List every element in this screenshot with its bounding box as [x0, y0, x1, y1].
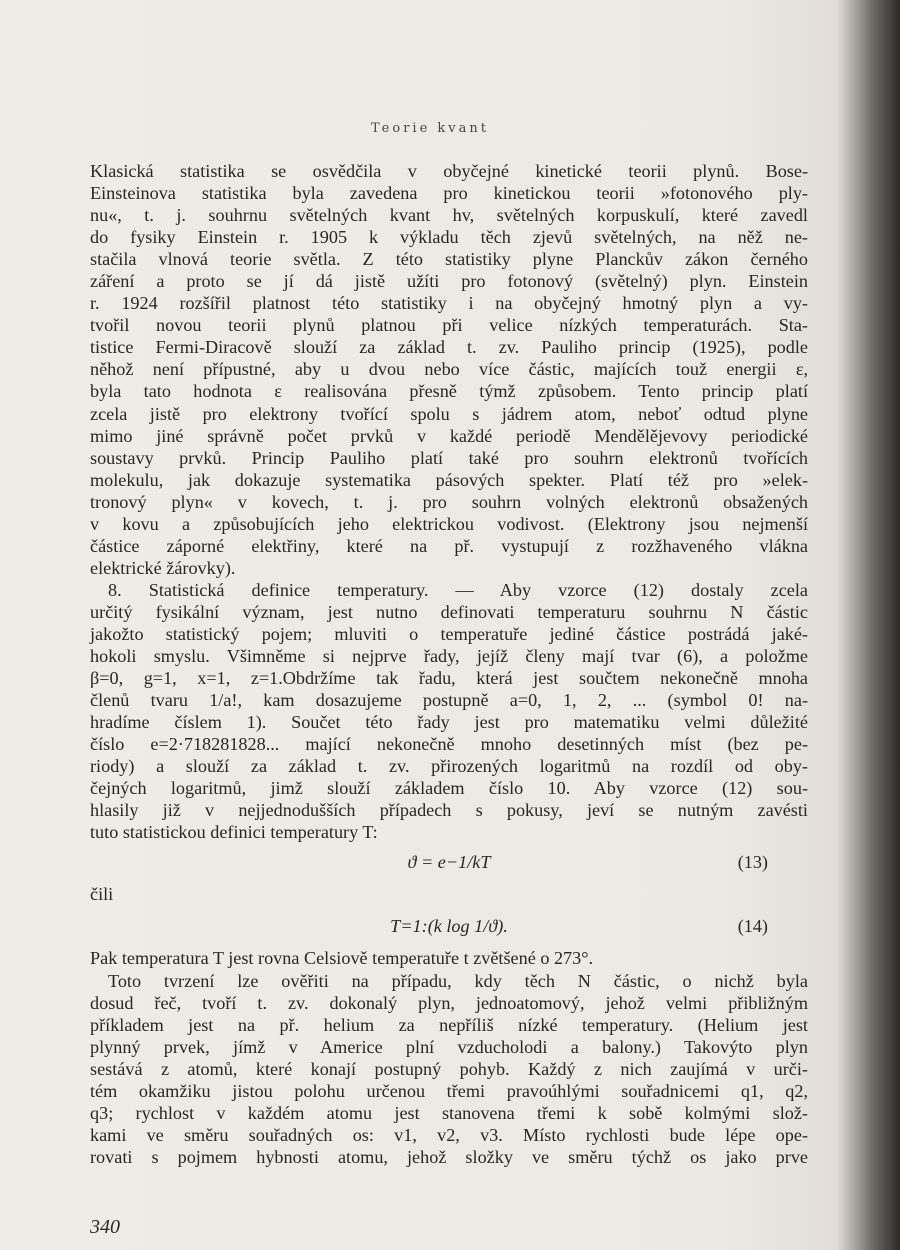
page-number: 340 — [90, 1216, 120, 1238]
text-line: zcela jistě pro elektrony tvořící spolu s jádrem atom, neboť odtud plyne — [90, 403, 808, 424]
text-line: molekulu, jak dokazuje systematika pásových spekter. Platí též pro »elek- — [90, 469, 808, 490]
body-text — [90, 160, 808, 1168]
text-line: kami ve směru souřadných os: v1, v2, v3. Místo rychlosti bude lépe ope- — [90, 1124, 808, 1145]
text-line: Klasická statistika se osvědčila v obyčejné kinetické teorii plynů. Bose- — [90, 161, 808, 181]
equation-13 — [90, 843, 808, 883]
text-line: q3; rychlost v každém atomu jest stanovena třemi k sobě kolmými slož- — [90, 1102, 808, 1123]
equation-13-number: (13) — [737, 852, 768, 873]
text-line: tronový plyn« v kovech, t. j. pro souhrn volných elektronů obsažených — [90, 491, 808, 512]
text-line: 8. Statistická definice temperatury. — Aby vzorce (12) dostaly zcela — [108, 579, 808, 600]
text-line: dosud řeč, tvoří t. zv. dokonalý plyn, jednoatomový, jehož velmi přibližným — [90, 992, 808, 1013]
text-line: soustavy prvků. Princip Pauliho platí také pro souhrn elektronů tvořících — [90, 447, 808, 468]
text-line: hokoli smyslu. Všimněme si nejprve řady, jejíž členy mají tvar (6), a položme — [90, 646, 808, 667]
text-line: tuto statistickou definici temperatury T: — [90, 822, 378, 843]
text-line: tistice Fermi-Diracově slouží za základ t. zv. Pauliho princip (1925), podle — [90, 337, 808, 358]
text-line: příkladem jest na př. helium za nepříliš nízké temperatury. (Helium jest — [90, 1014, 808, 1035]
text-line: plynný prvek, jímž v Americe plní vzducholodi a balony.) Takovýto plyn — [90, 1036, 808, 1057]
cili-word: čili — [90, 884, 114, 905]
equation-14-number: (14) — [737, 916, 768, 937]
text-line: mimo jiné správně počet prvků v každé periodě Mendělějevovy periodické — [90, 425, 808, 446]
text-line: sestává z atomů, které konají postupný pohyb. Každý z nich zaujímá v urči- — [90, 1058, 808, 1079]
text-line: hlasily již v nejjednodušších případech s pokusy, jeví se nutným zavésti — [90, 800, 808, 821]
text-line: rovati s pojmem hybnosti atomu, jehož složky ve směru týchž os jako prve — [90, 1146, 808, 1167]
text-line: něhož není přípustné, aby u dvou nebo více částic, majících touž energii ε, — [90, 359, 808, 380]
text-line: Toto tvrzení lze ověřiti na případu, kdy těch N částic, o nichž byla — [108, 970, 808, 991]
text-line: členů tvaru 1/a!, kam dosazujeme postupně a=0, 1, 2, ... (symbol 0! na- — [90, 690, 808, 711]
paragraph-block-a — [90, 160, 808, 843]
equation-14 — [90, 907, 808, 947]
text-line: jakožto statistický pojem; mluviti o temperatuře jediné částice postrádá jaké- — [90, 623, 808, 644]
equation-13-formula: ϑ = e−1/kT — [407, 852, 491, 873]
text-line: r. 1924 rozšířil platnost této statistiky i na obyčejný hmotný plyn a vy- — [90, 293, 808, 314]
text-line: tém okamžiku jistou polohu určenou třemi pravoúhlými souřadnicemi q1, q2, — [90, 1080, 808, 1101]
text-line: v kovu a způsobujících jeho elektrickou vodivost. (Elektrony jsou nejmenší — [90, 513, 808, 534]
text-line: tvořil novou teorii plynů platnou při velice nízkých temperaturách. Sta- — [90, 315, 808, 336]
text-line: čejných logaritmů, jimž slouží základem číslo 10. Aby vzorce (12) sou- — [90, 778, 808, 799]
paragraph-block-b — [90, 947, 808, 1167]
text-line: hradíme číslem 1). Součet této řady jest pro matematiku velmi důležité — [90, 712, 808, 733]
text-line: byla tato hodnota ε realisována přesně týmž způsobem. Tento princip platí — [90, 381, 808, 402]
text-line: nu«, t. j. souhrnu světelných kvant hv, světelných korpuskulí, které zavedl — [90, 205, 808, 226]
text-line: stačila vlnová teorie světla. Z této statistiky plyne Planckův zákon černého — [90, 249, 808, 270]
running-head: Teorie kvant — [371, 121, 489, 136]
text-line: riody) a slouží za základ t. zv. přirozených logaritmů na rozdíl od oby- — [90, 756, 808, 777]
text-line: Einsteinova statistika byla zavedena pro kinetickou teorii »fotonového ply- — [90, 183, 808, 204]
text-line: β=0, g=1, x=1, z=1.Obdržíme tak řadu, která jest součtem nekonečně mnoha — [90, 668, 808, 689]
text-line: záření a proto se jí dá jistě užíti pro fotonový (světelný) plyn. Einstein — [90, 271, 808, 292]
text-line: částice záporné elektřiny, které na př. vystupují z rozžhaveného vlákna — [90, 535, 808, 556]
text-line: Pak temperatura T jest rovna Celsiově temperatuře t zvětšené o 273°. — [90, 948, 594, 969]
text-line: číslo e=2·718281828... mající nekonečně mnoho desetinných míst (bez pe- — [90, 734, 808, 755]
equation-14-formula: T=1:(k log 1/ϑ). — [390, 916, 508, 937]
text-line: elektrické žárovky). — [90, 557, 236, 578]
text-line: určitý fysikální význam, jest nutno definovati temperaturu souhrnu N částic — [90, 601, 808, 622]
text-line: do fysiky Einstein r. 1905 k výkladu těch zjevů světelných, na něž ne- — [90, 227, 808, 248]
